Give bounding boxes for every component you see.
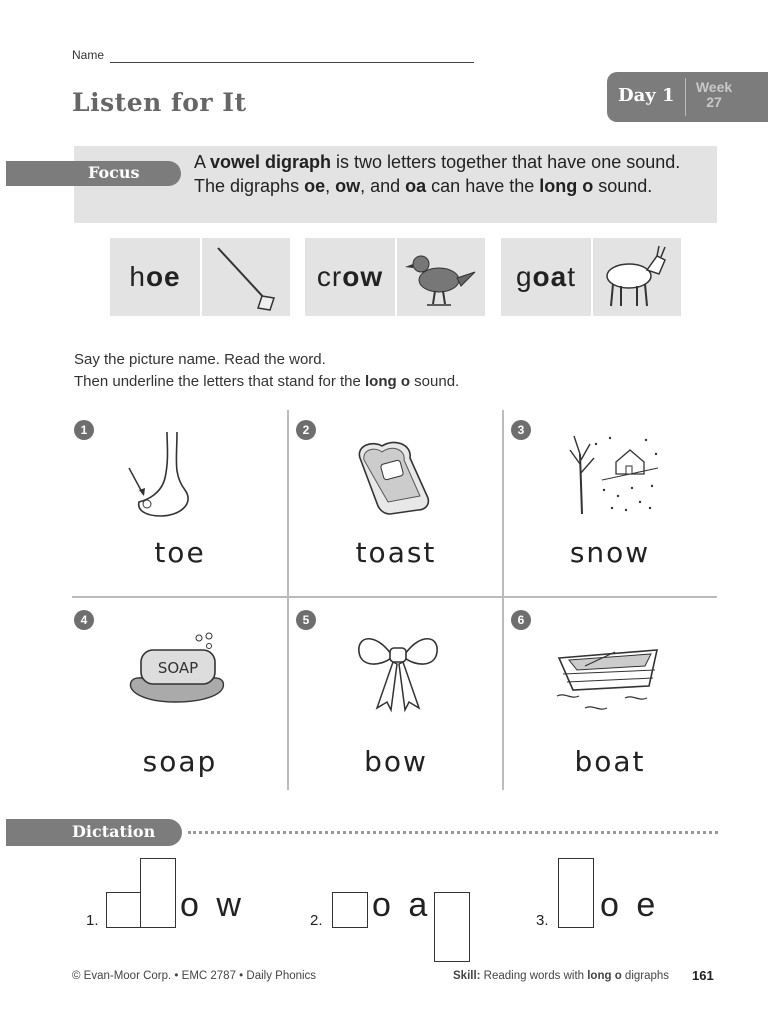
focus-label: Focus [88,163,140,182]
dictation-number: 2. [310,912,323,929]
example-word [501,238,591,316]
letter-box[interactable] [106,892,142,928]
badge-divider [685,78,686,116]
item-number: 2 [296,420,316,440]
instructions-text: Then underline the letters that stand for the [74,373,366,390]
example-prefix: cr [316,261,343,292]
crow-icon [399,242,483,312]
name-label: Name [72,48,105,62]
skill-label: Skill: [453,970,481,982]
example-suffix: t [567,261,577,292]
example-digraph: ow [342,261,384,292]
instructions-line-1: Say the picture name. Read the word. [74,351,326,368]
item-word[interactable]: boat [574,745,646,778]
toast-icon [350,436,440,516]
focus-text [194,150,704,198]
example-prefix: h [129,261,146,292]
item-number: 1 [74,420,94,440]
item-word[interactable]: toe [154,536,206,569]
snow-scene-icon [566,424,662,516]
focus-text-part: can have the [426,176,540,196]
item-word[interactable]: toast [355,536,437,569]
item-word[interactable]: soap [142,745,218,778]
week-label [694,80,734,110]
letter-box[interactable] [332,892,368,928]
focus-term: vowel digraph [210,152,332,172]
letter-box-tall[interactable] [140,858,176,928]
card-separator [395,238,397,316]
bow-icon [355,628,441,714]
item-number: 5 [296,610,316,630]
grid-divider [72,596,717,598]
focus-text-part: , and [360,176,406,196]
dictation-number: 1. [86,912,99,929]
instructions-line-2 [74,371,459,393]
example-card-hoe [110,238,290,316]
example-word [110,238,200,316]
example-digraph: oe [145,261,181,292]
focus-digraph: oe [304,176,326,196]
focus-term: long o [539,176,594,196]
footer-copyright: © Evan-Moor Corp. • EMC 2787 • Daily Phonics [72,970,317,982]
item-number: 4 [74,610,94,630]
example-prefix: g [515,261,533,292]
grid-divider [502,410,504,790]
focus-text-part: , [325,176,336,196]
dictation-number: 3. [536,912,549,929]
instructions-bold: long o [365,373,411,390]
item-word[interactable]: snow [569,536,651,569]
dictation-label: Dictation [72,822,156,841]
example-word [305,238,395,316]
focus-digraph: oa [405,176,427,196]
item-number: 3 [511,420,531,440]
hoe-icon [204,242,288,312]
example-card-crow [305,238,485,316]
card-separator [200,238,202,316]
skill-bold: long o [587,970,622,982]
focus-text-part: is two letters together that have one sound. The digraphs [194,152,681,196]
instructions [74,349,459,393]
goat-icon [595,242,679,312]
dictation-letters: o a [372,886,432,924]
day-label: Day 1 [618,85,675,106]
dotted-rule [188,831,718,834]
name-write-line[interactable] [110,62,474,63]
footer-skill [453,970,669,982]
focus-text-part: sound. [593,176,653,196]
skill-text: Reading words with [480,970,588,982]
dictation-letters: o w [180,886,245,924]
example-card-goat [501,238,681,316]
week-number: 27 [706,94,722,110]
foot-icon [125,430,215,522]
soap-icon [125,630,230,710]
week-word: Week [695,79,733,95]
letter-box-descender[interactable] [434,892,470,962]
item-number: 6 [511,610,531,630]
boat-icon [555,636,665,716]
focus-digraph: ow [335,176,361,196]
soap-label: SOAP [157,659,199,677]
dictation-letters: o e [600,886,660,924]
page-number: 161 [692,968,714,983]
letter-box-tall[interactable] [558,858,594,928]
grid-divider [287,410,289,790]
instructions-text: sound. [410,373,460,390]
card-separator [591,238,593,316]
focus-text-part: A [194,152,211,172]
example-digraph: oa [532,261,568,292]
skill-text: digraphs [621,970,670,982]
page-title: Listen for It [72,88,247,117]
item-word[interactable]: bow [364,745,428,778]
